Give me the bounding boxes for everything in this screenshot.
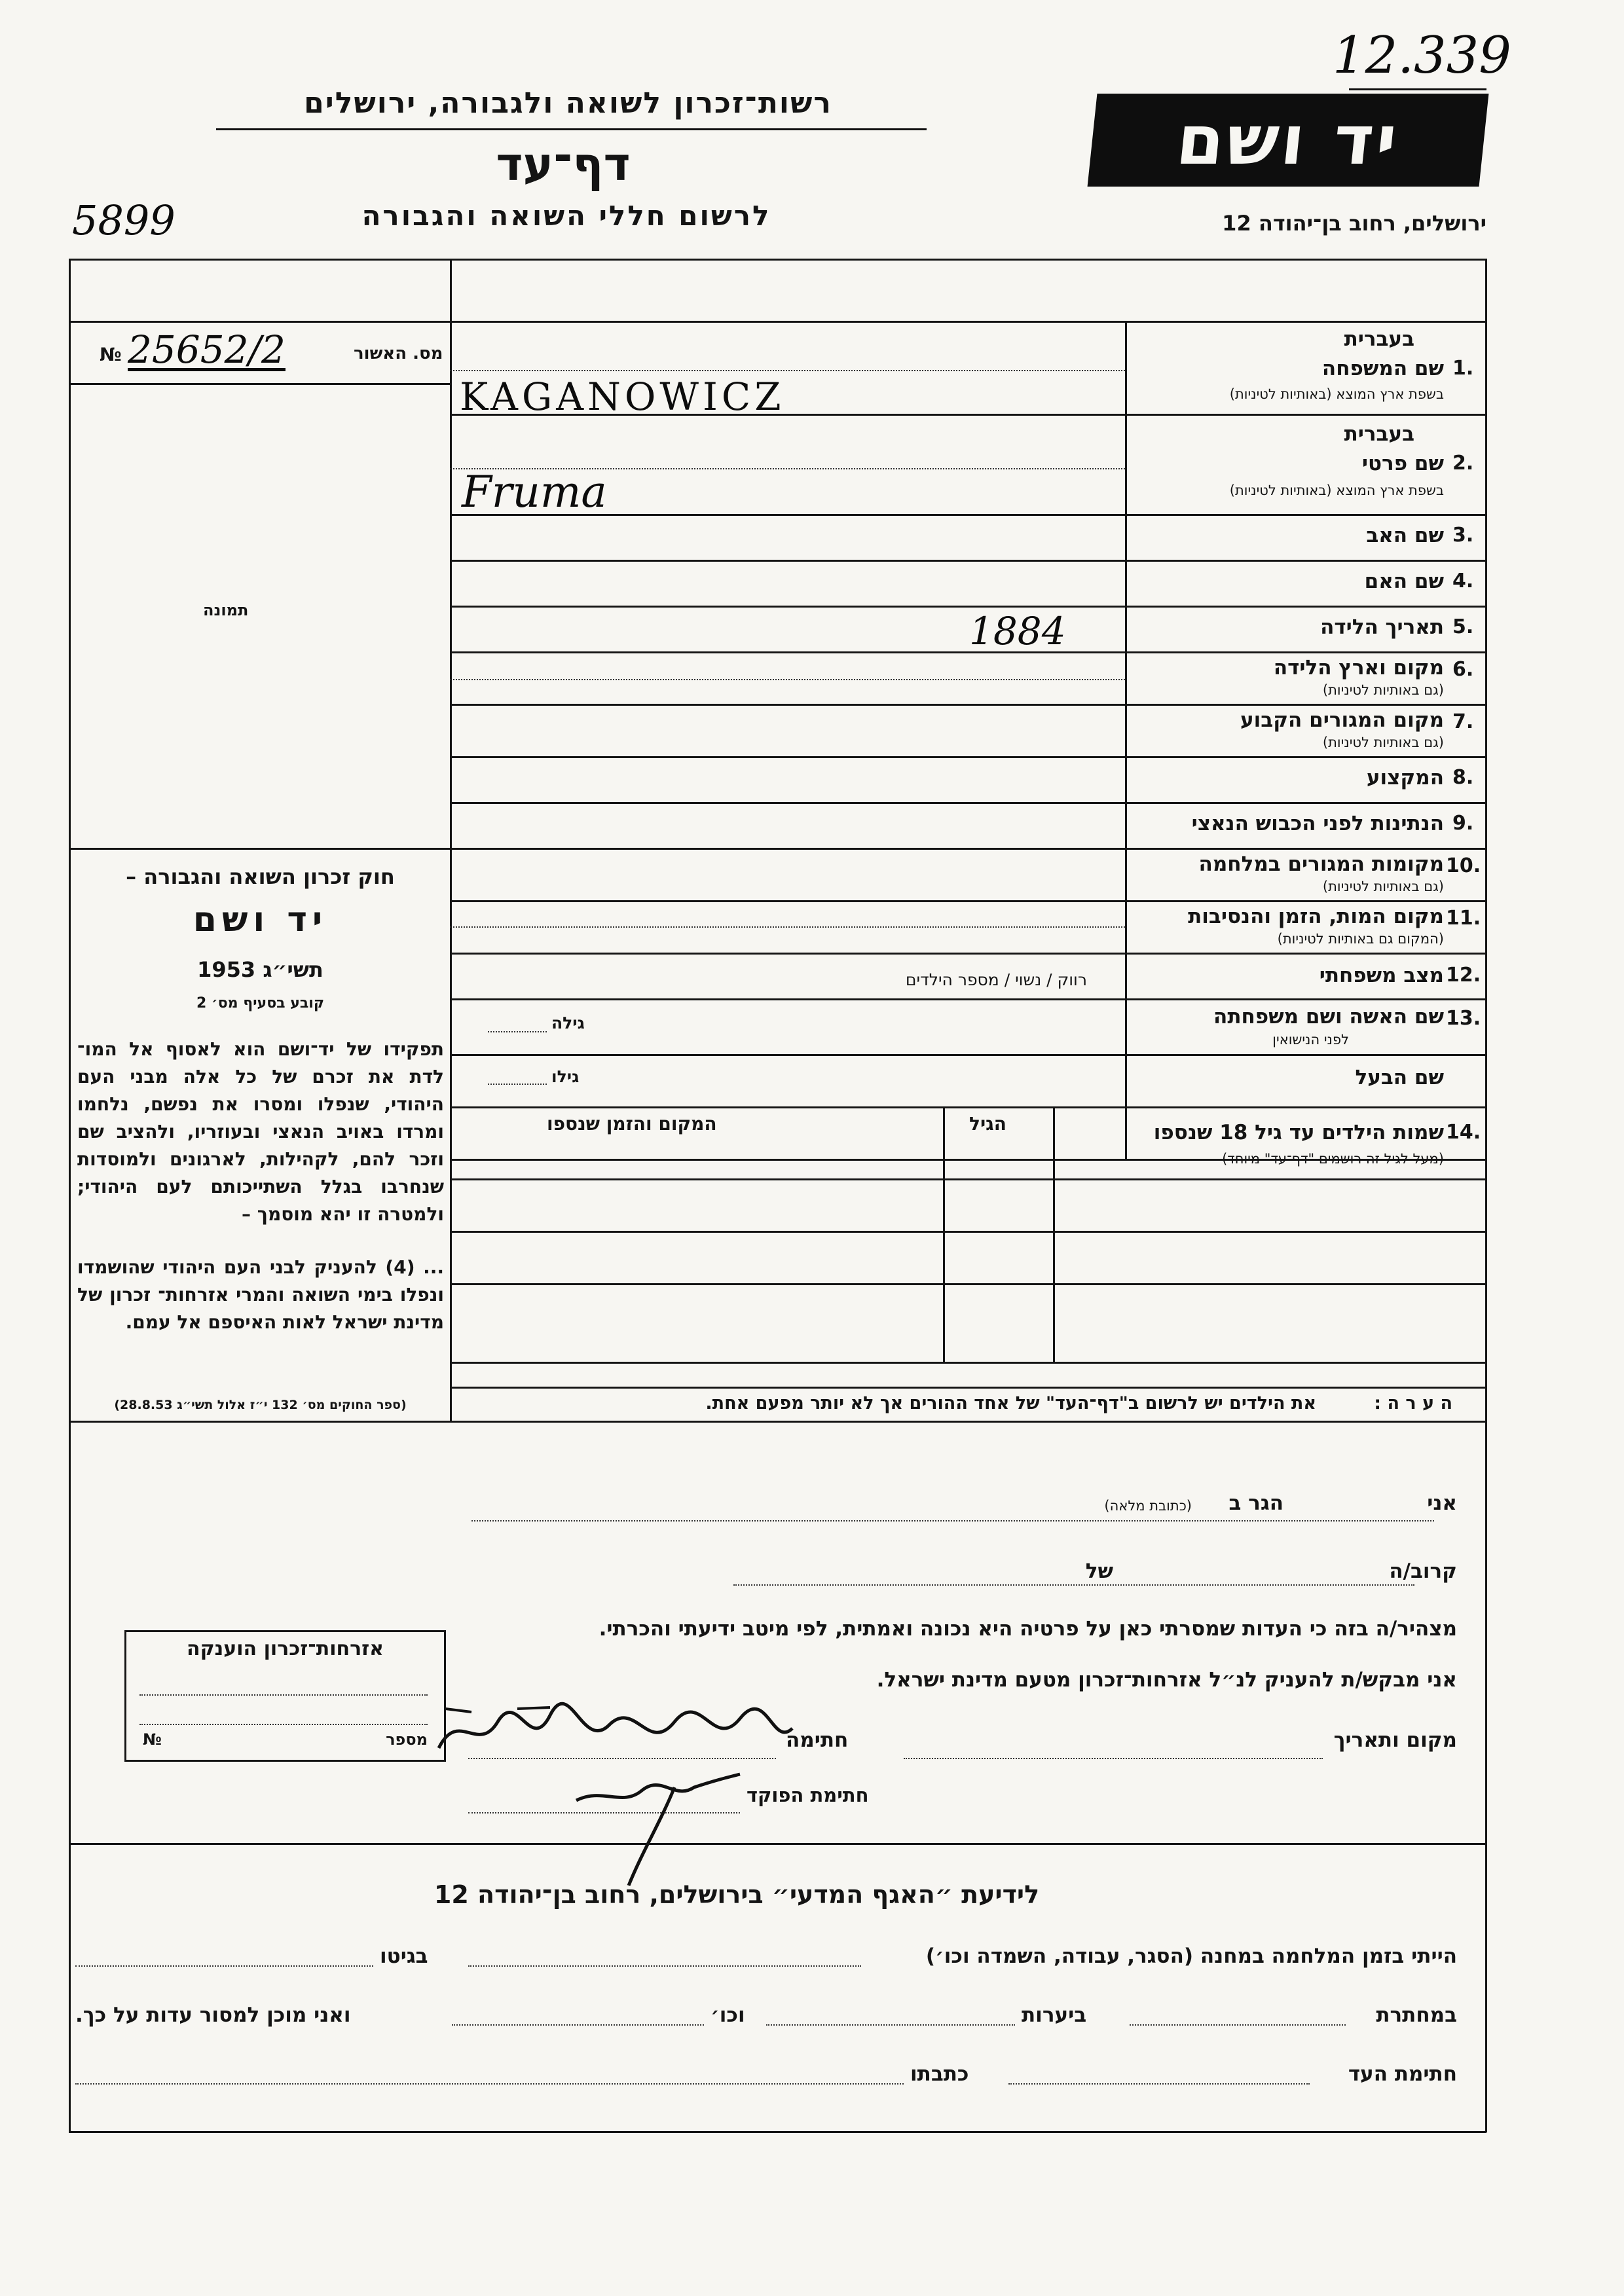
witness-address-label: כתבתו	[910, 2062, 969, 2086]
field-10-sub: (גם באותיות לטיניות)	[1322, 879, 1444, 894]
field-9-num: 9.	[1452, 812, 1474, 835]
field-5-num: 5.	[1452, 615, 1474, 638]
field-1-tag: בעברית	[1344, 327, 1414, 351]
footer-testimony: ואני מוכן למסור עדות על כך.	[75, 2003, 351, 2027]
approval-value: 25652/2	[128, 327, 286, 372]
memorial-box-title: אזרחות־זכרון הוענקה	[186, 1637, 384, 1660]
logo-text: יד ושם	[1173, 100, 1403, 180]
children-col-age-divider	[943, 1106, 945, 1362]
decl-line-4: אני מבקש/ת להעניק לנ״ל אזרחות־זכרון מטעם מדינת ישראל.	[876, 1668, 1457, 1692]
row-line-12	[450, 998, 1485, 1000]
side-number: 5899	[72, 196, 175, 244]
footer-ghetto-dots	[75, 1965, 373, 1967]
place-date-label: מקום ותאריך	[1333, 1728, 1457, 1752]
note-top-line	[450, 1387, 1485, 1389]
place-date-line	[904, 1758, 1323, 1759]
row-line-4	[450, 606, 1485, 608]
archive-number-underline	[1349, 88, 1486, 90]
field-2-sub: בשפת ארץ המוצא (באותיות לטיניות)	[1229, 483, 1444, 498]
official-signature	[563, 1761, 760, 1892]
row-line-7	[450, 756, 1485, 758]
signature-label: חתימה	[786, 1728, 849, 1752]
field-7-sub: (גם באותיות לטיניות)	[1322, 735, 1444, 750]
field-6-label: מקום וארץ הלידה	[1273, 656, 1444, 680]
children-num: 14.	[1446, 1121, 1481, 1144]
authority-underline	[216, 128, 927, 130]
firstname-latin-value: Fruma	[462, 467, 607, 517]
note-label: ה ע ר ה :	[1374, 1393, 1452, 1413]
memorial-box-line-1	[139, 1694, 428, 1696]
field-7-num: 7.	[1452, 710, 1474, 733]
field-11-num: 11.	[1446, 907, 1481, 930]
field-1-sub: בשפת ארץ המוצא (באותיות לטיניות)	[1229, 386, 1444, 402]
field-2-num: 2.	[1452, 452, 1474, 475]
children-header-line	[450, 1178, 1485, 1180]
children-row-2	[450, 1231, 1485, 1233]
decl-of: של	[1085, 1559, 1113, 1583]
frame-right	[1485, 259, 1487, 2132]
approval-prefix: №	[100, 344, 122, 365]
decl-relative: קרוב/ה	[1389, 1559, 1457, 1583]
birth-date-value: 1884	[969, 609, 1066, 653]
children-row-3	[450, 1283, 1485, 1285]
row-line-3	[450, 560, 1485, 562]
law-paragraph-1: תפקידו של יד־ושם הוא לאסוף אל המו־ לדת את זכרם של כל אלה מבני העם היהודי, שנפלו ומסרו את נפשם, נלחמו ומרדו באויב הנאצי ובעוזריו, ולהציב שם וזכר להם, לקהילות, לארגונים ולמוסדות שנחרבו בגלל השתייכותם לעם היהודי; ולמטרה זו יהא מוסמך –	[77, 1038, 444, 1225]
law-title: חוק זכרון השואה והגבורה –	[126, 864, 395, 889]
form-subtitle: לרשום חללי השואה והגבורה	[361, 200, 771, 232]
children-col-name-divider	[1053, 1106, 1055, 1362]
law-year: תשי״ג 1953	[197, 957, 323, 982]
footer-underground: במחתרת	[1376, 2003, 1457, 2027]
memorial-box-line-2	[139, 1724, 428, 1725]
field-1-num: 1.	[1452, 357, 1474, 380]
field-12-sub: רווק / נשוי / מספר הילדים	[905, 970, 1087, 989]
form-title: דף־עד	[496, 137, 631, 191]
row-line-10	[450, 900, 1485, 902]
law-name: יד ושם	[193, 900, 328, 939]
left-column-top-line	[69, 321, 450, 323]
wife-age-dots	[488, 1031, 547, 1032]
field-13-sub: לפני הנישואין	[1272, 1032, 1349, 1048]
row-line-14	[450, 1106, 1485, 1108]
field-6-num: 6.	[1452, 658, 1474, 681]
photo-label: תמונה	[203, 601, 249, 619]
husband-age-label: גילו	[551, 1067, 580, 1086]
field-11-label: מקום המות, הזמן והנסיבות	[1188, 905, 1444, 928]
memorial-citizenship-box	[124, 1630, 446, 1762]
children-note: (מעל לגיל זה רושמים "דף־עד" מיוחד)	[1222, 1151, 1444, 1167]
children-age-header: הגיל	[969, 1113, 1006, 1135]
husband-age-dots	[488, 1084, 547, 1085]
children-bottom-line	[450, 1362, 1485, 1364]
field-11-sub: (המקום גם באותיות לטיניות)	[1277, 931, 1444, 947]
witness-signature-label: חתימת העד	[1348, 2062, 1457, 2086]
witness-address-dots	[75, 2083, 904, 2085]
law-clause: קובע בסעיף מס׳ 2	[196, 995, 325, 1011]
row-line-8	[450, 802, 1485, 804]
decl-line-1	[471, 1520, 1434, 1522]
field-4-label: שם האם	[1364, 570, 1444, 593]
footer-forests-dots	[766, 2024, 1015, 2026]
decl-ani: אני	[1427, 1491, 1457, 1515]
surname-divider	[450, 370, 1125, 371]
field-12-label: מצב משפחתי	[1319, 964, 1444, 987]
field-13-label: שם האשה ושם משפחתה	[1213, 1005, 1444, 1029]
label-column-divider	[1125, 321, 1127, 1160]
footer-etc: וכו׳	[710, 2003, 745, 2027]
birthplace-divider	[450, 679, 1125, 680]
footer-ghetto: בגיטו	[380, 1944, 428, 1968]
law-footnote: (ספר החוקים מס׳ 132 י״ז אלול תשי״ג 28.8.53)	[114, 1398, 407, 1412]
footer-forests: ביערות	[1022, 2003, 1087, 2027]
field-4-num: 4.	[1452, 570, 1474, 592]
decl-resident: הגר ב	[1228, 1491, 1283, 1515]
footer-heading: לידיעת ״האגף המדעי״ בירושלים, רחוב בן־יהודה 12	[434, 1880, 1040, 1909]
field-12-num: 12.	[1446, 964, 1481, 987]
memorial-box-number-prefix: №	[143, 1730, 162, 1749]
yad-vashem-logo	[1088, 94, 1489, 187]
note-bottom-line	[69, 1421, 1486, 1423]
note-text: את הילדים יש לרשום ב"דף־העד" של אחד ההורים אך לא יותר מפעם אחת.	[705, 1393, 1316, 1413]
frame-left	[69, 259, 71, 2132]
footer-line-1: הייתי בזמן המלחמה במחנה (הסגר, עבודה, השמדה וכו׳)	[925, 1944, 1457, 1968]
row-line-11	[450, 953, 1485, 955]
decl-address-hint: (כתובת מלאה)	[1104, 1498, 1192, 1514]
row-line-5	[450, 651, 1485, 653]
field-1-label: שם המשפחה	[1321, 357, 1444, 380]
surname-latin-value: KAGANOWICZ	[460, 374, 785, 419]
field-3-num: 3.	[1452, 524, 1474, 547]
field-10-label: מקומות המגורים במלחמה	[1198, 852, 1444, 876]
row-line-6	[450, 704, 1485, 706]
top-cell-line	[450, 321, 1485, 323]
declarant-signature	[432, 1696, 799, 1768]
children-title: שמות הילדים עד גיל 18 שנספו	[1153, 1121, 1444, 1144]
official-signature-label: חתימת הפוקד	[747, 1784, 869, 1806]
approval-label: מס. האשור	[354, 344, 443, 363]
field-8-label: המקצוע	[1366, 766, 1444, 790]
field-5-label: תאריך הלידה	[1320, 615, 1444, 639]
footer-etc-dots	[452, 2024, 704, 2026]
field-2-label: שם פרטי	[1361, 452, 1444, 475]
field-9-label: הנתינות לפני הכבוש הנאצי	[1191, 812, 1444, 835]
decl-line-3: מצהיר/ה בזה כי העדות שמסרתי כאן על פרטיה היא נכונה ואמתית, לפי מיטב ידיעתי והכרתי.	[599, 1617, 1457, 1641]
archive-number: 12.339	[1333, 26, 1511, 85]
frame-bottom	[69, 2131, 1486, 2133]
field-3-label: שם האב	[1366, 524, 1444, 547]
law-paragraph-2: ... (4) להעניק לבני העם היהודי שהושמדו ונפלו בימי השואה והמרי אזרחות־ זכרון של מדינת ישראל לאות האיספם אל עמם.	[77, 1256, 444, 1333]
decl-line-2	[733, 1584, 1414, 1586]
children-place-header: המקום והזמן שנספו	[547, 1113, 717, 1135]
memorial-box-number-label: מספר	[386, 1730, 428, 1749]
row-line-13	[450, 1054, 1485, 1056]
frame-top	[69, 259, 1486, 261]
approval-line	[69, 383, 450, 385]
footer-separator	[69, 1843, 1486, 1845]
field-6-sub: (גם באותיות לטיניות)	[1322, 682, 1444, 698]
field-2-tag: בעברית	[1344, 422, 1414, 446]
wartime-divider	[450, 926, 1125, 928]
field-7-label: מקום המגורים הקבוע	[1240, 708, 1444, 732]
footer-underground-dots	[1130, 2024, 1346, 2026]
field-8-num: 8.	[1452, 766, 1474, 789]
wife-age-label: גילה	[551, 1013, 585, 1032]
photo-bottom-line	[69, 848, 450, 850]
authority-title: רשות־זכרון לשואה ולגבורה, ירושלים	[304, 86, 832, 120]
witness-signature-dots	[1008, 2083, 1310, 2085]
footer-line-1-dots	[468, 1965, 861, 1967]
address: ירושלים, רחוב בן־יהודה 12	[1222, 211, 1486, 236]
left-column-divider	[450, 259, 452, 1421]
field-13-num: 13.	[1446, 1007, 1481, 1030]
row-line-9	[450, 848, 1485, 850]
field-10-num: 10.	[1446, 854, 1481, 877]
husband-label: שם הבעל	[1355, 1066, 1444, 1089]
